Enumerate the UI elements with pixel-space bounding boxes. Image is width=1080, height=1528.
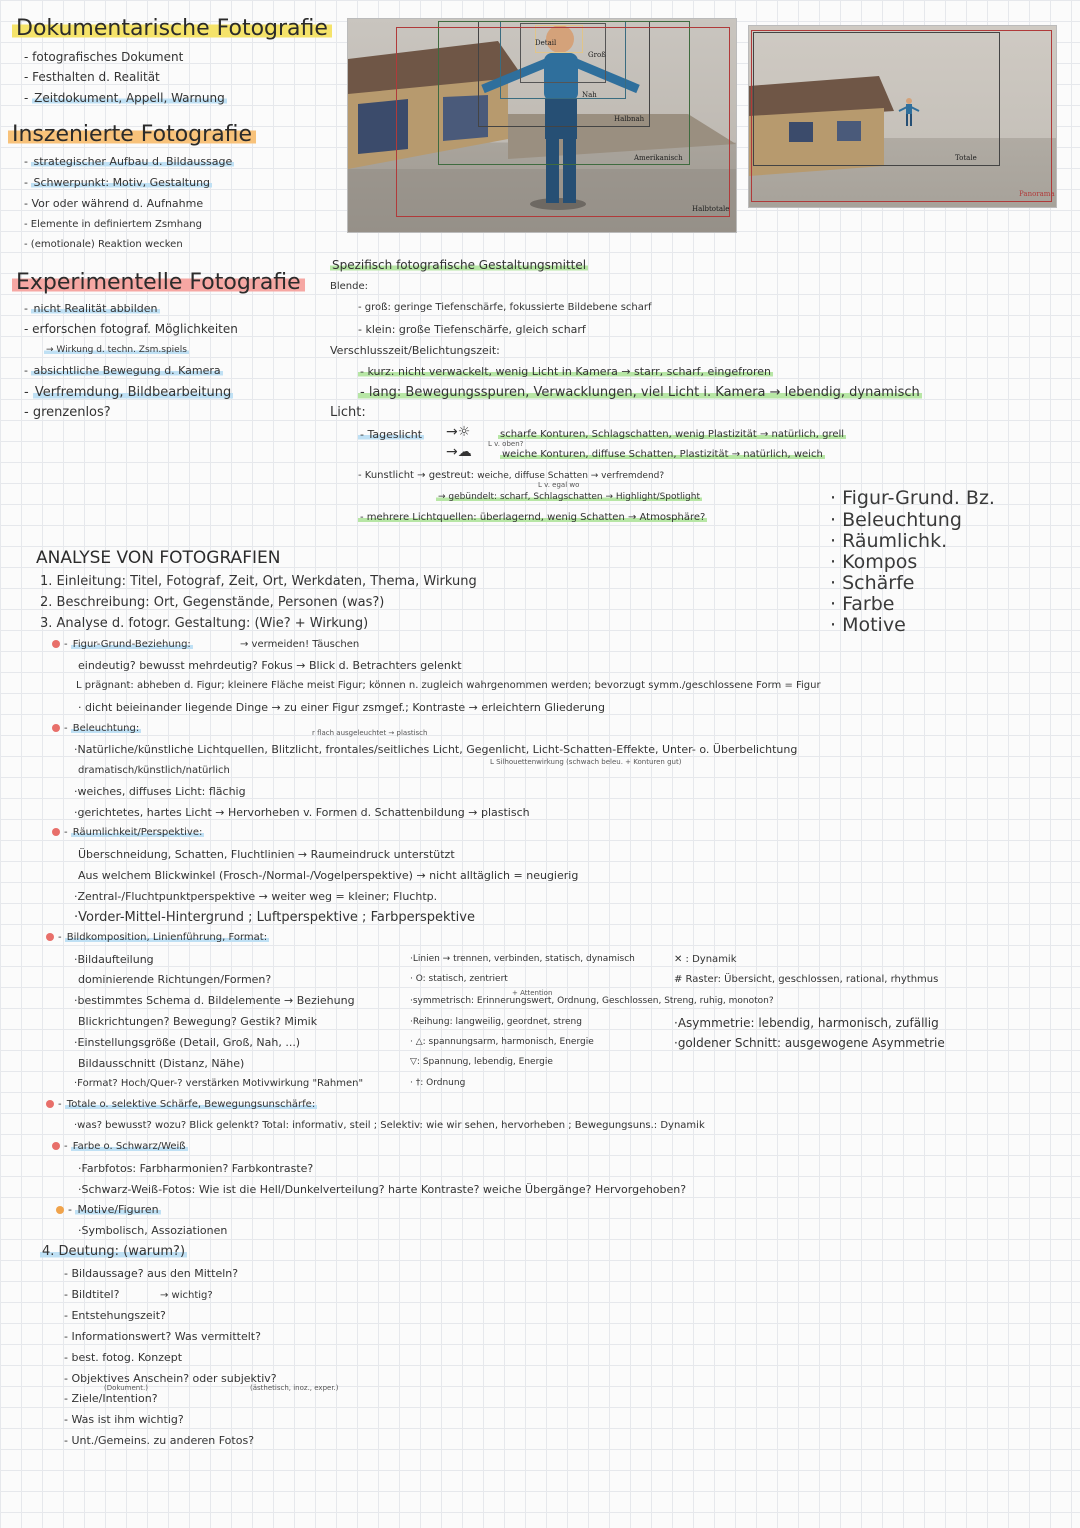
exp-item: - erforschen fotograf. Möglichkeiten [24, 322, 238, 336]
fg-line: eindeutig? bewusst mehrdeutig? Fokus → Blick d. Betrachters gelenkt [78, 659, 462, 672]
frame-panorama [751, 30, 1052, 202]
analyse-title: ANALYSE VON FOTOGRAFIEN [36, 548, 281, 568]
exp-item: - grenzenlos? [24, 405, 111, 420]
komp-heading: - Bildkomposition, Linienführung, Format: [46, 932, 269, 943]
bel-note: L Silhouettenwirkung (schwach beleu. + Konturen gut) [490, 758, 682, 766]
komp-line: ·bestimmtes Schema d. Bildelemente → Beziehung [74, 994, 355, 1007]
exp-sub: → Wirkung d. techn. Zsm.spiels [46, 345, 187, 355]
oben-note: L v. oben? [488, 440, 524, 448]
bel-note: r flach ausgeleuchtet → plastisch [312, 729, 428, 737]
exp-title: Experimentelle Fotografie [12, 270, 305, 295]
exp-item: - absichtliche Bewegung d. Kamera [24, 364, 221, 377]
vz-lang: - lang: Bewegungsspuren, Verwacklungen, viel Licht i. Kamera → lebendig, dynamisch [360, 385, 920, 400]
deut-item: - Informationswert? Was vermittelt? [64, 1330, 261, 1343]
blende-label: Blende: [330, 281, 368, 292]
topic-list-item: · Kompos [830, 551, 918, 573]
doc-item: - fotografisches Dokument [24, 50, 184, 64]
farbe-line: ·Schwarz-Weiß-Fotos: Wie ist die Hell/Dunkelverteilung? harte Kontraste? weiche Übergänge? Hervorgehoben? [78, 1183, 687, 1196]
kunst-label: - Kunstlicht → gestreut: weiche, diffuse Schatten → verfremdend? [358, 470, 665, 481]
deut-item: - Bildaussage? aus den Mitteln? [64, 1267, 239, 1280]
figure-totale-panorama [748, 25, 1057, 208]
deut-item: - Entstehungszeit? [64, 1309, 166, 1322]
insz-title: Inszenierte Fotografie [8, 122, 256, 147]
sun-icon: →☼ [446, 424, 471, 440]
bel-heading: - Beleuchtung: [52, 723, 141, 734]
egal-note: L v. egal wo [538, 481, 580, 489]
topic-list-item: · Räumlichk. [830, 530, 948, 552]
frame-halbtotale [396, 27, 730, 217]
deut-item: - Unt./Gemeins. zu anderen Fotos? [64, 1434, 255, 1447]
raum-line: ·Zentral-/Fluchtpunktperspektive → weiter weg = kleiner; Fluchtp. [74, 890, 438, 903]
topic-list-item: · Motive [830, 614, 906, 636]
vz-kurz: - kurz: nicht verwackelt, wenig Licht in Kamera → starr, scharf, eingefroren [360, 365, 772, 378]
cloud-icon: →☁ [446, 444, 472, 460]
topic-list-item: · Figur-Grund. Bz. [830, 487, 995, 509]
raum-line: Überschneidung, Schatten, Fluchtlinien → Raumeindruck unterstützt [78, 848, 455, 861]
topic-list-item: · Beleuchtung [830, 509, 962, 531]
insz-item: - (emotionale) Reaktion wecken [24, 239, 183, 250]
fg-note: → vermeiden! Täuschen [240, 639, 360, 650]
komp-mid: · O: statisch, zentriert [410, 974, 508, 984]
deut-item: - Bildtitel? [64, 1288, 120, 1301]
licht-label: Licht: [330, 405, 366, 420]
motiv-line: ·Symbolisch, Assoziationen [78, 1224, 228, 1237]
raum-heading: - Räumlichkeit/Perspektive: [52, 827, 204, 838]
gestalt-title: Spezifisch fotografische Gestaltungsmittel [332, 258, 587, 272]
label-halbtotale: Halbtotale [692, 205, 730, 213]
komp-right: ·Asymmetrie: lebendig, harmonisch, zufällig [674, 1016, 939, 1030]
deut-item: - best. fotog. Konzept [64, 1351, 183, 1364]
tageslicht-label: - Tageslicht [360, 428, 423, 441]
deut-item: - Was ist ihm wichtig? [64, 1413, 184, 1426]
wichtig-note: → wichtig? [160, 1290, 213, 1301]
bel-line: ·weiches, diffuses Licht: flächig [74, 785, 246, 798]
raum-line: Aus welchem Blickwinkel (Frosch-/Normal-/Vogelperspektive) → nicht alltäglich = neugierig [78, 869, 579, 882]
dokument-note: (Dokument.) [104, 1384, 148, 1392]
gebuendelt-text: → gebündelt: scharf, Schlagschatten → Highlight/Spotlight [438, 492, 700, 502]
topic-list-item: · Farbe [830, 593, 895, 615]
raum-line: ·Vorder-Mittel-Hintergrund ; Luftperspektive ; Farbperspektive [74, 910, 475, 925]
label-amerikanisch: Amerikanisch [634, 154, 683, 162]
step-analyse: 3. Analyse d. fotogr. Gestaltung: (Wie? + Wirkung) [40, 616, 369, 631]
deut-item: - Objektives Anschein? oder subjektiv? [64, 1372, 277, 1385]
step-deutung: 4. Deutung: (warum?) [42, 1244, 186, 1259]
komp-line: Blickrichtungen? Bewegung? Gestik? Mimik [78, 1015, 318, 1028]
farbe-line: ·Farbfotos: Farbharmonien? Farbkontraste? [78, 1162, 314, 1175]
blende-item: - klein: große Tiefenschärfe, gleich scharf [358, 323, 586, 336]
bel-line: ·Natürliche/künstliche Lichtquellen, Blitzlicht, frontales/seitliches Licht, Gegenlicht, Licht-Schatten-Effekte, Unter- o. Überbelichtung [74, 743, 798, 756]
schaerfe-heading: - Totale o. selektive Schärfe, Bewegungsunschärfe: [46, 1099, 317, 1110]
motiv-heading: - Motive/Figuren [56, 1203, 161, 1216]
fg-line: · dicht beieinander liegende Dinge → zu einer Figur zsmgef.; Kontraste → erleichtern Gliederung [78, 701, 606, 714]
insz-item: - Vor oder während d. Aufnahme [24, 197, 204, 210]
exp-item: - Verfremdung, Bildbearbeitung [24, 385, 232, 400]
label-detail: Detail [535, 39, 557, 47]
komp-right: # Raster: Übersicht, geschlossen, rational, rhythmus [674, 974, 939, 985]
label-panorama: Panorama [1019, 190, 1055, 198]
label-gross: Groß [588, 51, 606, 59]
komp-mid: · △: spannungsarm, harmonisch, Energie [410, 1037, 594, 1047]
doc-title: Dokumentarische Fotografie [12, 16, 332, 41]
komp-line: Bildausschnitt (Distanz, Nähe) [78, 1057, 245, 1070]
insz-item: - Elemente in definiertem Zsmhang [24, 219, 202, 230]
bel-line: ·gerichtetes, hartes Licht → Hervorheben v. Formen d. Schattenbildung → plastisch [74, 806, 530, 819]
figure-shot-sizes [347, 18, 737, 233]
komp-mid: ·Linien → trennen, verbinden, statisch, dynamisch [410, 954, 635, 964]
komp-line: dominierende Richtungen/Formen? [78, 973, 272, 986]
mehrere-text: - mehrere Lichtquellen: überlagernd, wenig Schatten → Atmosphäre? [360, 512, 706, 523]
attention-note: + Attention [512, 989, 553, 997]
vz-label: Verschlusszeit/Belichtungszeit: [330, 344, 500, 357]
komp-mid: ▽: Spannung, lebendig, Energie [410, 1057, 553, 1067]
insz-item: - Schwerpunkt: Motiv, Gestaltung [24, 176, 211, 189]
komp-right: ✕ : Dynamik [674, 954, 737, 965]
bel-line: dramatisch/künstlich/natürlich [78, 765, 230, 776]
step-einleitung: 1. Einleitung: Titel, Fotograf, Zeit, Ort, Werkdaten, Thema, Wirkung [40, 574, 477, 589]
label-nah: Nah [582, 91, 597, 99]
schaerfe-line: ·was? bewusst? wozu? Blick gelenkt? Total: informativ, steil ; Selektiv: wie wir sehen, hervorheben ; Bewegungsuns.: Dynamik [74, 1120, 705, 1131]
komp-right: ·goldener Schnitt: ausgewogene Asymmetrie [674, 1036, 945, 1050]
deut-item: - Ziele/Intention? [64, 1392, 158, 1405]
farbe-heading: - Farbe o. Schwarz/Weiß [52, 1141, 188, 1152]
label-halbnah: Halbnah [614, 115, 645, 123]
doc-item: - Festhalten d. Realität [24, 70, 160, 84]
fg-heading: - Figur-Grund-Beziehung: [52, 639, 193, 650]
komp-mid: ·symmetrisch: Erinnerungswert, Ordnung, Geschlossen, Streng, ruhig, monoton? [410, 996, 774, 1006]
step-beschreibung: 2. Beschreibung: Ort, Gegenstände, Personen (was?) [40, 595, 385, 610]
blende-item: - groß: geringe Tiefenschärfe, fokussierte Bildebene scharf [358, 302, 652, 313]
aesth-note: (ästhetisch, inoz., exper.) [250, 1384, 339, 1392]
sonne-text: scharfe Konturen, Schlagschatten, wenig Plastizität → natürlich, grell [500, 429, 845, 440]
doc-item: - Zeitdokument, Appell, Warnung [24, 91, 225, 105]
komp-line: ·Einstellungsgröße (Detail, Groß, Nah, ...) [74, 1036, 301, 1049]
insz-item: - strategischer Aufbau d. Bildaussage [24, 155, 233, 168]
wolke-text: weiche Konturen, diffuse Schatten, Plastizität → natürlich, weich [502, 449, 823, 460]
label-totale: Totale [955, 154, 977, 162]
fg-line: L prägnant: abheben d. Figur; kleinere Fläche meist Figur; können n. zugleich wahrgenommen werden; bevorzugt symm./geschlossene Form = Figur [76, 680, 821, 691]
komp-mid: ·Reihung: langweilig, geordnet, streng [410, 1017, 582, 1027]
komp-line: ·Format? Hoch/Quer-? verstärken Motivwirkung "Rahmen" [74, 1078, 364, 1089]
komp-line: ·Bildaufteilung [74, 953, 154, 966]
topic-list-item: · Schärfe [830, 572, 915, 594]
exp-item: - nicht Realität abbilden [24, 302, 158, 315]
komp-mid: · †: Ordnung [410, 1078, 466, 1088]
